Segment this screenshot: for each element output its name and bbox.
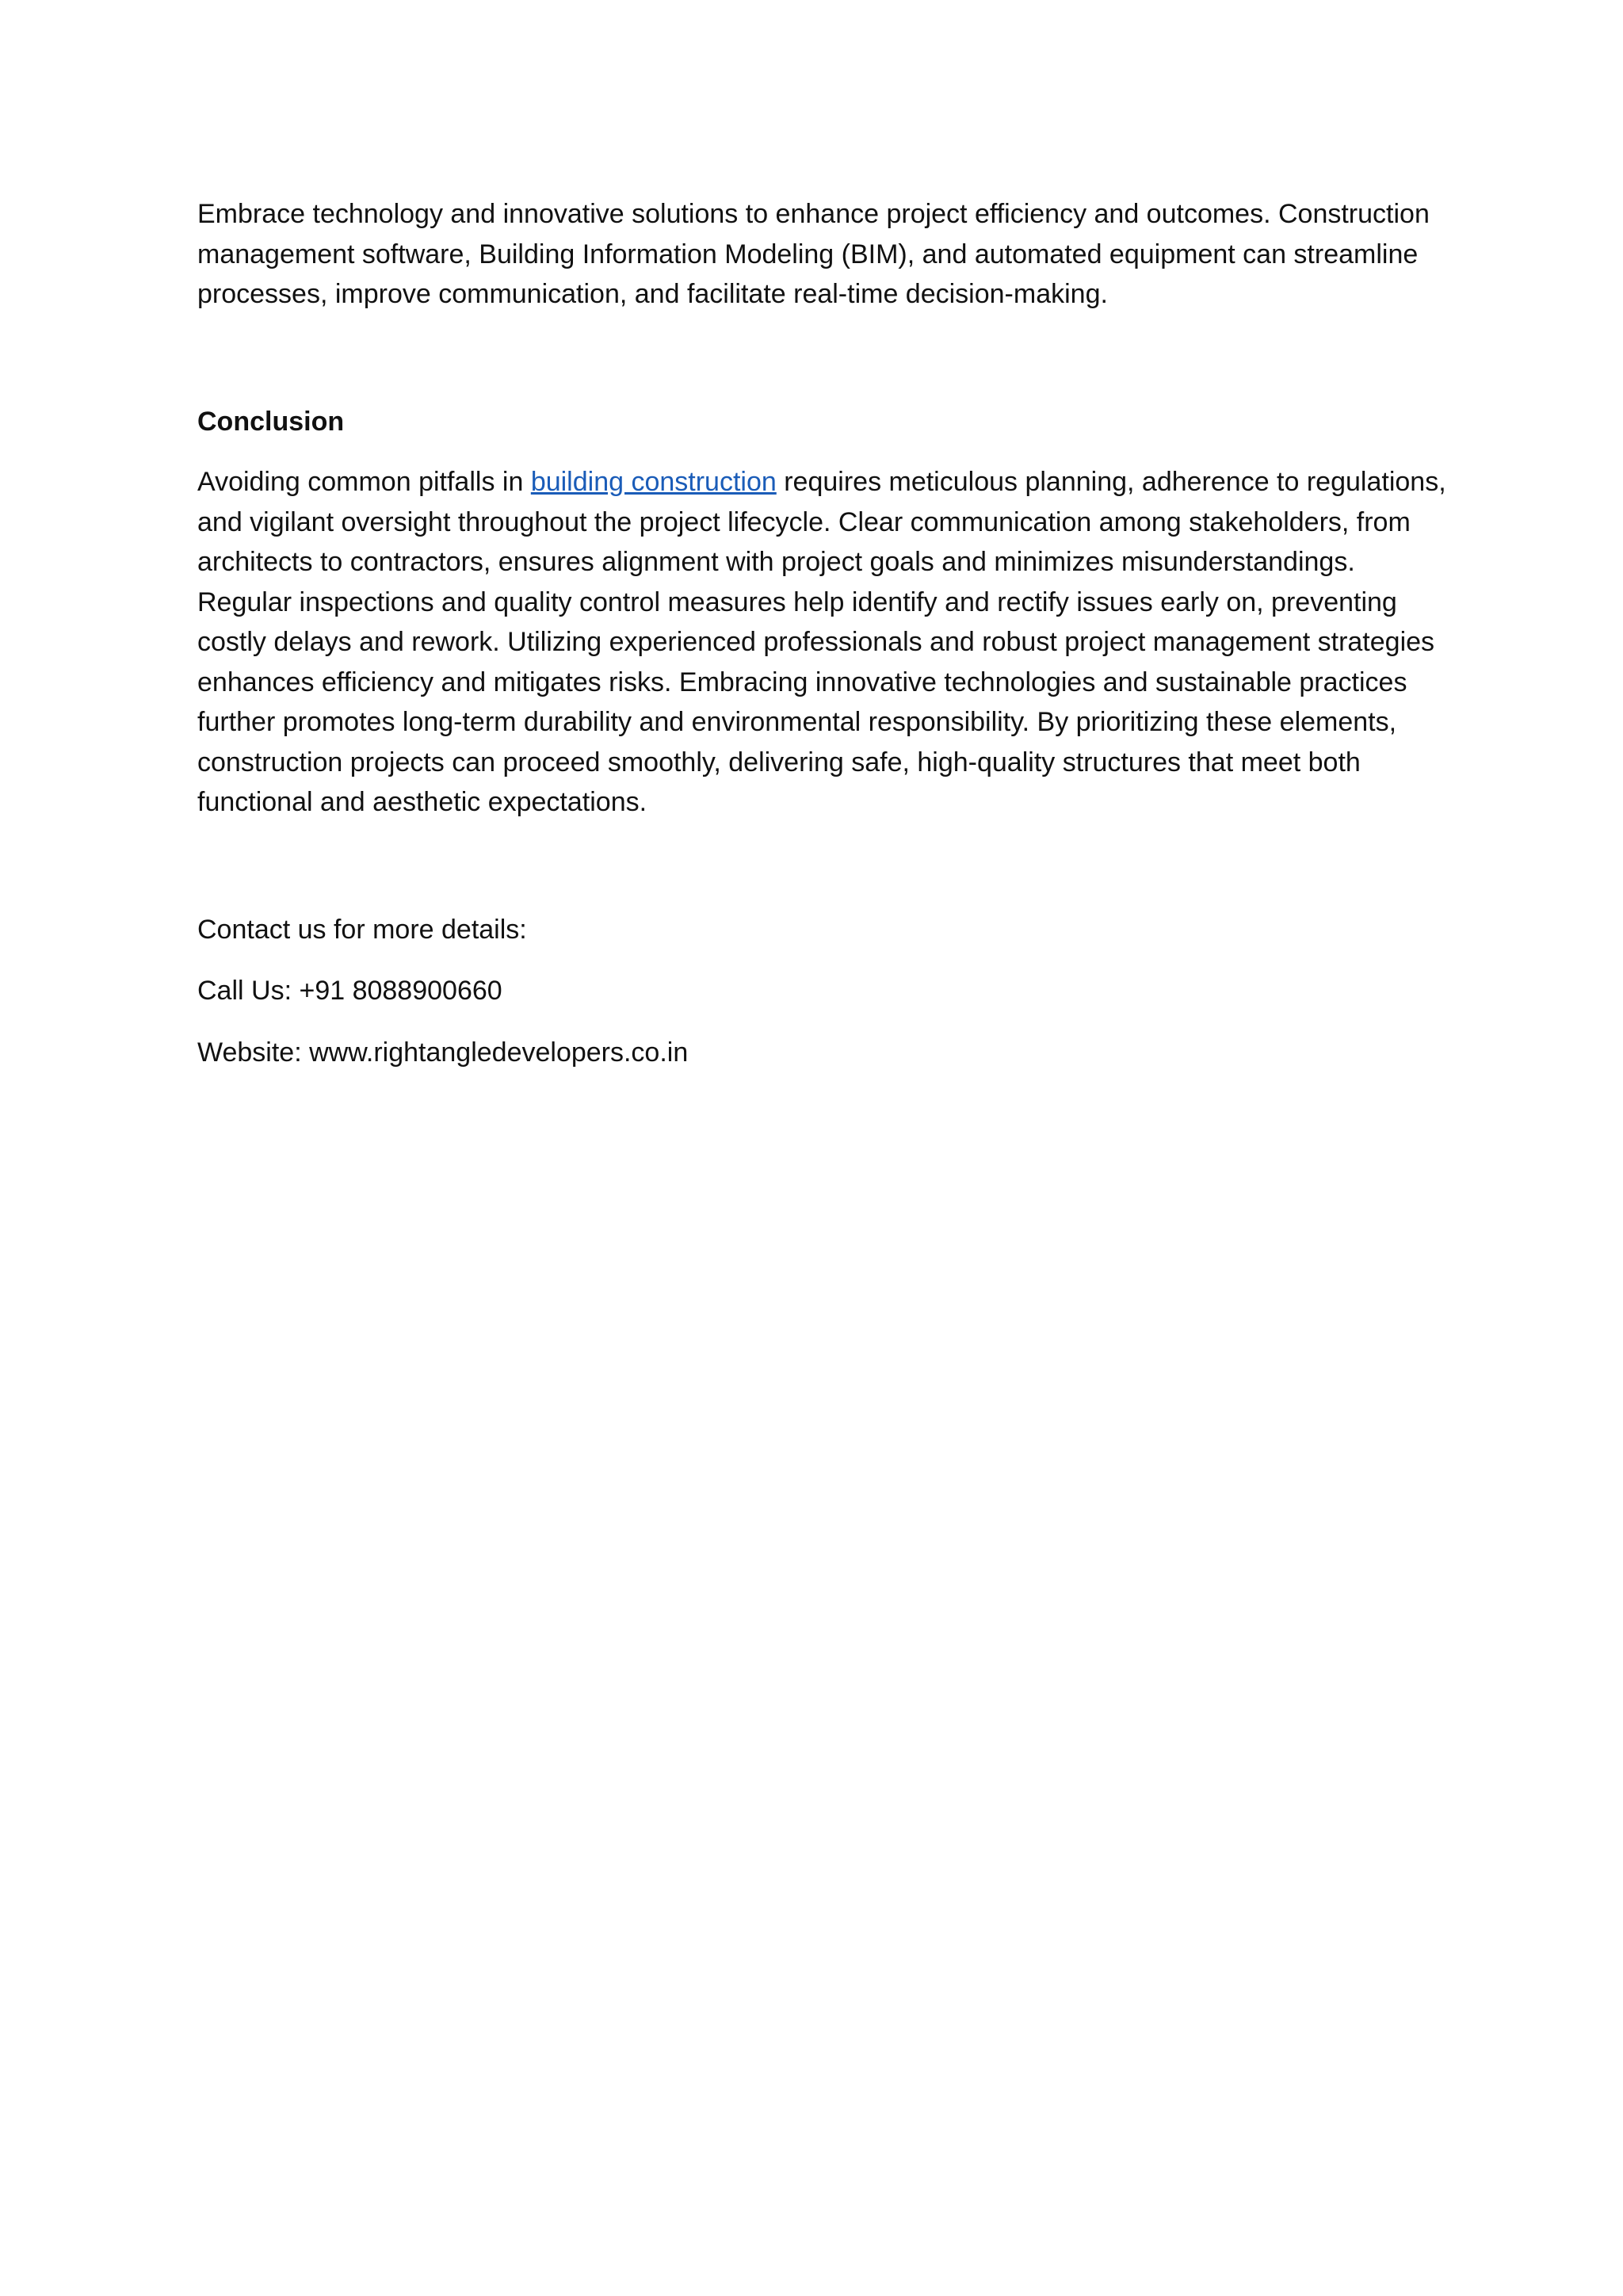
- conclusion-heading: Conclusion: [197, 406, 345, 437]
- conclusion-text-start: Avoiding common pitfalls in: [197, 467, 531, 497]
- conclusion-paragraph: [197, 462, 1449, 823]
- document-body: [197, 194, 1449, 1094]
- conclusion-text-end: requires meticulous planning, adherence to regulations, and vigilant oversight throughout the project lifecycle. Clear communication among stakeholders, from architects to contractors, ensures alignment with project goals and minimizes misunderstandings. Regular inspections and quality control measures help identify and rectify issues early on, preventing costly delays and rework. Utilizing experienced professionals and robust project management strategies enhances efficiency and mitigates risks. Embracing innovative technologies and sustainable practices further promotes long-term durability and environmental responsibility. By prioritizing these elements, construction projects can proceed smoothly, delivering safe, high-quality structures that meet both functional and aesthetic expectations.: [197, 467, 1446, 817]
- contact-phone: Call Us: +91 8088900660: [197, 976, 502, 1006]
- contact-website: Website: www.rightangledevelopers.co.in: [197, 1037, 689, 1068]
- building-construction-link[interactable]: building construction: [530, 467, 777, 497]
- contact-intro: Contact us for more details:: [197, 914, 527, 945]
- intro-paragraph: Embrace technology and innovative solutions to enhance project efficiency and outcomes. Construction management software, Building Information Modeling (BIM), and automated equipment can streamline processes, improve communication, and facilitate real-time decision-making.: [197, 199, 1430, 309]
